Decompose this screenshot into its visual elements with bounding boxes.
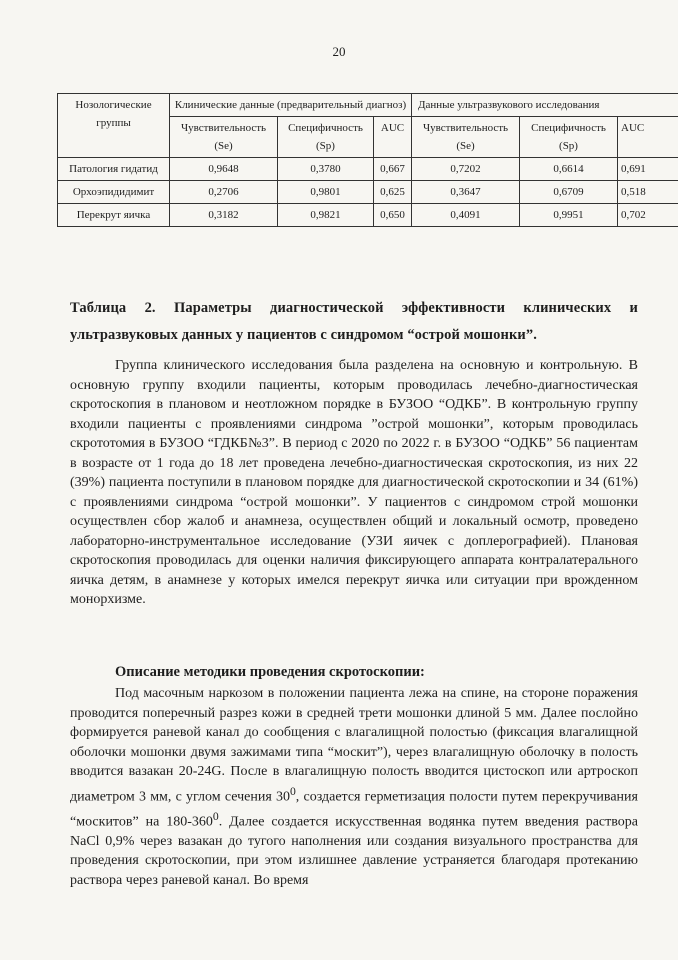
degree-superscript: 0 (289, 784, 296, 798)
sub-ultrasound-auc: AUC (618, 117, 678, 158)
table-row (58, 181, 678, 204)
body-paragraph-method-description (70, 684, 638, 890)
method-text-part3: . Далее создается искусственная водянка путем введения раствора NaCl 0,9% через вазакан до тугого наполнения или создания визуального пространства для проведения скротоскопии, при этом излишнее давление устраняется благодаря протеканию раствора через раневой канал. Во время (70, 814, 638, 888)
cell-clinical-se: 0,9648 (170, 158, 278, 181)
cell-clinical-auc: 0,667 (374, 158, 412, 181)
cell-ultrasound-sp: 0,6709 (520, 181, 618, 204)
table-row (58, 204, 678, 227)
diagnostic-table (57, 93, 678, 227)
cell-clinical-se: 0,3182 (170, 204, 278, 227)
degree-superscript: 0 (212, 809, 219, 823)
cell-clinical-auc: 0,650 (374, 204, 412, 227)
cell-ultrasound-auc: 0,691 (618, 158, 678, 181)
header-group: Нозологические группы (58, 94, 170, 158)
table-row (58, 158, 678, 181)
row-group: Орхоэпидидимит (58, 181, 170, 204)
sub-ultrasound-specificity: Специфичность (Sp) (520, 117, 618, 158)
row-group: Патология гидатид (58, 158, 170, 181)
sub-clinical-auc: AUC (374, 117, 412, 158)
method-text-part1: Под масочным наркозом в положении пациента лежа на спине, на стороне поражения проводится поперечный разрез кожи в средней трети мошонки длиной 5 мм. Далее послойно формируется раневой канал до сообщения с влагалищной полостью (фиксация влагалищной оболочки мошонки двумя зажимами типа “москит”), через влагалищную оболочку в полость вводится вазакан 20-24G. После в влагалищную полость вводится цистоскоп или артроскоп диаметром 3 мм, с углом сечения 30 (70, 686, 638, 805)
cell-clinical-sp: 0,9821 (278, 204, 374, 227)
cell-ultrasound-se: 0,4091 (412, 204, 520, 227)
section-heading-method: Описание методики проведения скротоскопии: (115, 664, 425, 680)
table-header-row (58, 94, 678, 117)
page-number: 20 (332, 44, 346, 59)
cell-clinical-sp: 0,9801 (278, 181, 374, 204)
cell-clinical-se: 0,2706 (170, 181, 278, 204)
row-group: Перекрут яичка (58, 204, 170, 227)
method-text-part2: , создается герметизация полости путем перекручивания “москитов” на 180-360 (70, 789, 638, 830)
cell-ultrasound-sp: 0,9951 (520, 204, 618, 227)
cell-clinical-auc: 0,625 (374, 181, 412, 204)
cell-clinical-sp: 0,3780 (278, 158, 374, 181)
table-caption: Таблица 2. Параметры диагностической эффективности клинических и ультразвуковых данных у пациентов с синдромом “острой мошонки”. (70, 300, 638, 343)
cell-ultrasound-se: 0,7202 (412, 158, 520, 181)
sub-ultrasound-sensitivity: Чувствительность (Se) (412, 117, 520, 158)
cell-ultrasound-sp: 0,6614 (520, 158, 618, 181)
header-clinical: Клинические данные (предварительный диагноз) (170, 94, 412, 117)
cell-ultrasound-auc: 0,518 (618, 181, 678, 204)
diagnostic-table-wrapper (57, 93, 678, 275)
sub-clinical-specificity: Специфичность (Sp) (278, 117, 374, 158)
cell-ultrasound-se: 0,3647 (412, 181, 520, 204)
sub-clinical-sensitivity: Чувствительность (Se) (170, 117, 278, 158)
body-paragraph-study-groups: Группа клинического исследования была разделена на основную и контрольную. В основную группу входили пациенты, которым проводилась лечебно-диагностическая скротоскопия в плановом и неотложном порядке в БУЗОО “ОДКБ”. В контрольную группу входили пациенты с проявлениями синдрома ”острой мошонки”, которым проводилась скрототомия в БУЗОО “ГДКБ№3”. В период с 2020 по 2022 г. в БУЗОО “ОДКБ” 56 пациентам в возрасте от 1 года до 18 лет проведена лечебно-диагностическая скротоскопия, из них 22 (39%) пациента поступили в плановом порядке для диагностической скротоскопии и 34 (61%) с проявлениями синдрома “острой мошонки”. У пациентов с синдромом строй мошонки осуществлен сбор жалоб и анамнеза, осуществлен общий и локальный осмотр, проведено лабораторно-инструментальное исследование (УЗИ яичек с доплерографией). Плановая скротоскопия проводилась для оценки наличия фиксирующего аппарата контралатерального яичка детям, в анамнезе у которых имелся перекрут яичка или ситуации при врожденном монорхизме. (70, 358, 638, 607)
cell-ultrasound-auc: 0,702 (618, 204, 678, 227)
header-ultrasound: Данные ультразвукового исследования (412, 94, 678, 117)
